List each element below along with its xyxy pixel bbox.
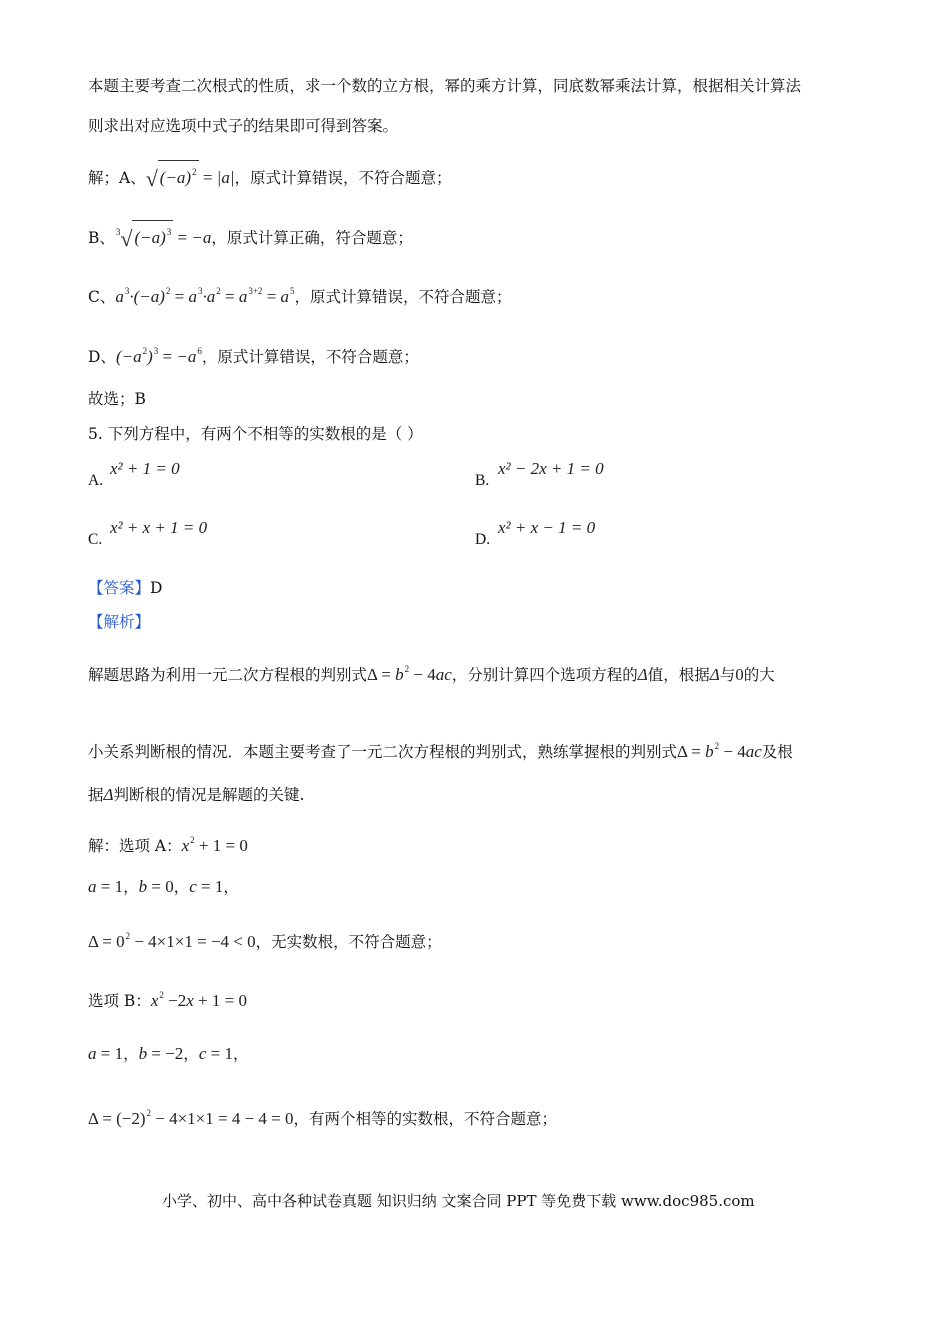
option-b-eq: x² − 2x + 1 = 0 (498, 459, 604, 478)
choice-text: 故选；B (88, 390, 146, 408)
solution-b: B、$^3$√ $(-a)^3 = -a$，原式计算正确，符合题意； (88, 220, 413, 250)
analysis-p1: 解题思路为利用一元二次方程根的判别式$\Delta = b^2 - 4ac$，分别计算四个选项方程的Δ值，根据Δ与0的大 (88, 664, 775, 684)
footer-text: 小学、初中、高中各种试卷真题 知识归纳 文案合同 PPT 等免费下载 www.doc985.com (162, 1192, 755, 1210)
option-c-label: C. (88, 531, 103, 548)
option-d-label: D. (475, 531, 491, 548)
answer-value: D (150, 579, 163, 597)
solution-option-a: 解：选项 A：$x^2 + 1 = 0$ (88, 835, 248, 855)
option-a-label: A. (88, 472, 104, 489)
formula-c: $a^3\cdot(-a)^2 = a^3\cdot a^2 = a^{3+2} = a^5$ (115, 286, 295, 306)
question-5-stem: 5. 下列方程中，有两个不相等的实数根的是（ ） (88, 425, 423, 443)
answer-tag: 【答案】 (88, 579, 151, 597)
option-b-label: B. (475, 472, 490, 489)
solution-c: C、$a^3\cdot(-a)^2 = a^3\cdot a^2 = a^{3+2} = a^5$，原式计算错误，不符合题意； (88, 286, 512, 306)
discriminant-a: $\Delta = 0^2 - 4\times 1\times 1 = -4 < 0$，无实数根，不符合题意； (88, 931, 442, 951)
coefficients-b: a = 1，b = −2，c = 1， (88, 1044, 249, 1063)
intro-line-1: 本题主要考查二次根式的性质，求一个数的立方根，幂的乘方计算，同底数幂乘法计算，根据相关计算法 (88, 77, 802, 95)
solution-option-b: 选项 B：$x^2 -2x + 1 = 0$ (88, 990, 247, 1010)
formula-a: √ $(-a)^2 = |a|$ (146, 168, 235, 187)
coefficients-a: a = 1，b = 0，c = 1， (88, 877, 239, 896)
analysis-p2: 小关系判断根的情况．本题主要考查了一元二次方程根的判别式，熟练掌握根的判别式$\Delta = b^2 - 4ac$及根 (88, 741, 793, 761)
solution-a: 解；A、√ $(-a)^2 = |a|$，原式计算错误，不符合题意； (88, 160, 452, 190)
formula-d: $(-a^2)^3 = -a^6$ (115, 346, 202, 366)
analysis-p3: 据Δ判断根的情况是解题的关键. (88, 785, 305, 804)
solution-d: D、$(-a^2)^3 = -a^6$，原式计算错误，不符合题意； (88, 346, 419, 366)
formula-b: $^3$√ $(-a)^3 = -a$ (115, 228, 211, 247)
option-a-eq: x² + 1 = 0 (110, 459, 180, 478)
answer-line (88, 577, 162, 599)
discriminant-formula: $\Delta = b^2 - 4ac$ (367, 664, 452, 684)
intro-line-2: 则求出对应选项中式子的结果即可得到答案。 (88, 117, 399, 135)
analysis-tag: 【解析】 (88, 613, 151, 631)
option-d-eq: x² + x − 1 = 0 (498, 518, 596, 537)
option-c-eq: x² + x + 1 = 0 (110, 518, 208, 537)
discriminant-b: $\Delta = (-2)^2 - 4\times 1\times 1 = 4 - 4 = 0$，有两个相等的实数根，不符合题意； (88, 1108, 558, 1128)
